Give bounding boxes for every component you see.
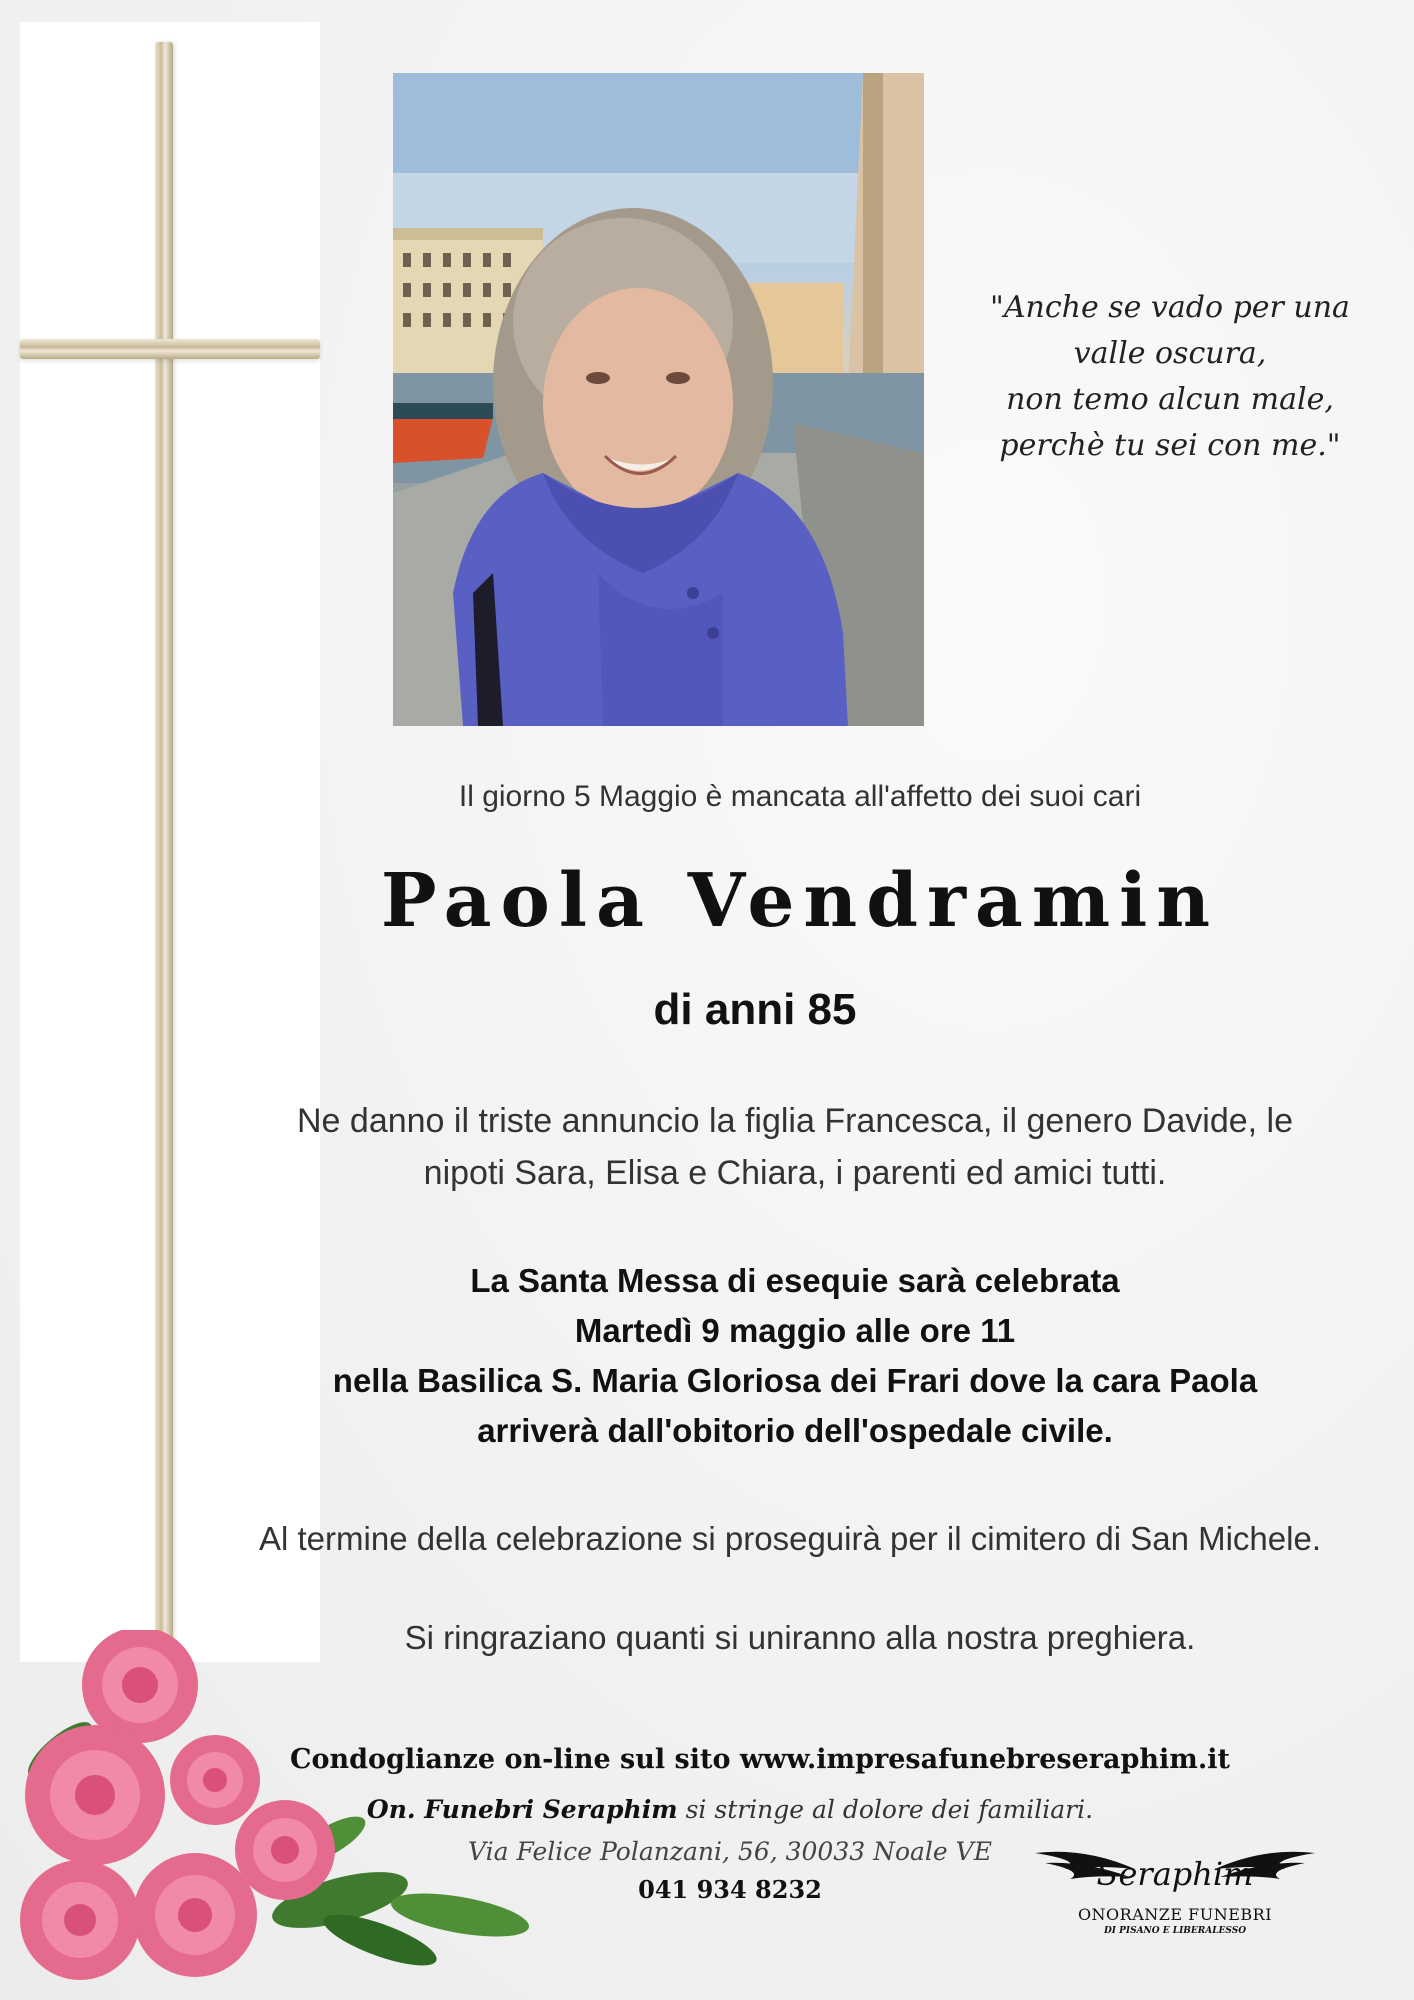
- portrait-photo: [393, 73, 924, 726]
- funeral-mass-info: [230, 1256, 1360, 1456]
- quote-line-2: valle oscura,: [1073, 336, 1267, 371]
- mass-line-3: nella Basilica S. Maria Gloriosa dei Frari dove la cara Paola: [332, 1362, 1258, 1399]
- roses-bouquet-icon: [0, 1630, 560, 2000]
- funeral-home-text: si stringe al dolore dei familiari.: [677, 1795, 1094, 1824]
- family-announcement: [230, 1095, 1360, 1199]
- mass-line-1: La Santa Messa di esequie sarà celebrata: [470, 1262, 1120, 1299]
- logo-subtitle-2: DI PISANO E LIBERALESSO: [1103, 1926, 1247, 1936]
- mass-line-4: arriverà dall'obitorio dell'ospedale civile.: [477, 1412, 1113, 1449]
- death-intro-text: Il giorno 5 Maggio è mancata all'affetto dei suoi cari: [458, 780, 1142, 813]
- bible-quote: [960, 285, 1380, 469]
- logo-wordmark: Seraphim: [1096, 1855, 1254, 1893]
- mass-line-2: Martedì 9 maggio alle ore 11: [574, 1312, 1016, 1349]
- deceased-age: di anni 85: [653, 985, 857, 1034]
- funeral-home-phone[interactable]: 041 934 8232: [638, 1875, 822, 1904]
- quote-line-3: non temo alcun male,: [1006, 382, 1334, 417]
- quote-line-4: perchè tu sei con me.": [999, 428, 1341, 463]
- quote-line-1: "Anche se vado per una: [990, 290, 1350, 325]
- funeral-home-address: Via Felice Polanzani, 56, 30033 Noale VE: [468, 1837, 992, 1866]
- announcement-line-1: Ne danno il triste annuncio la figlia Francesca, il genero Davide, le: [297, 1102, 1293, 1140]
- seraphim-logo: [1025, 1835, 1325, 1945]
- announcement-line-2: nipoti Sara, Elisa e Chiara, i parenti ed amici tutti.: [423, 1154, 1167, 1192]
- cross-horizontal-beam: [20, 339, 320, 359]
- burial-info: Al termine della celebrazione si proseguirà per il cimitero di San Michele.: [259, 1520, 1321, 1557]
- cross-vertical-beam: [155, 42, 173, 1662]
- condolences-prefix: Condoglianze on-line sul sito: [290, 1744, 740, 1775]
- thanks-text: Si ringraziano quanti si uniranno alla nostra preghiera.: [404, 1619, 1196, 1656]
- website-link[interactable]: www.impresafunebreseraphim.it: [739, 1744, 1230, 1775]
- funeral-home-name: On. Funebri Seraphim: [366, 1795, 678, 1824]
- logo-subtitle: ONORANZE FUNEBRI: [1077, 1905, 1273, 1924]
- deceased-name: Paola Vendramin: [380, 858, 1220, 944]
